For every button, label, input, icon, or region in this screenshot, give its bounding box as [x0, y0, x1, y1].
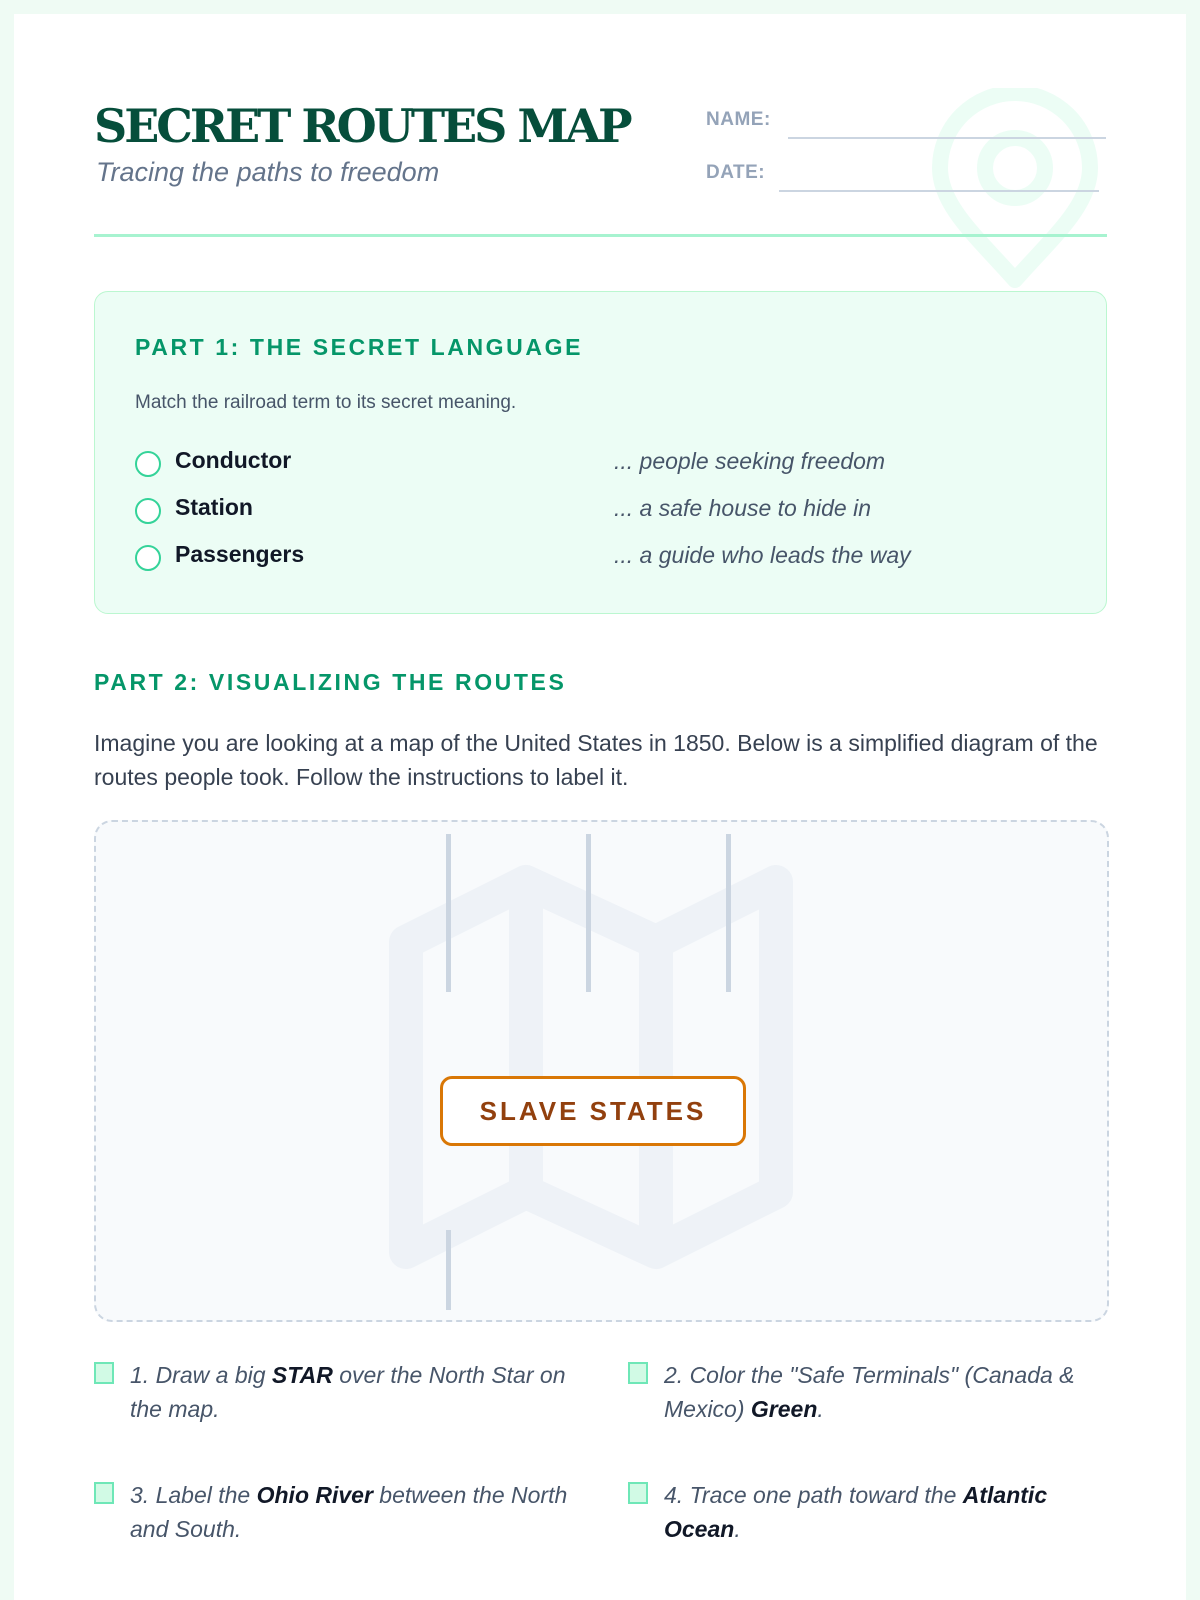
match-radio[interactable]: [135, 545, 161, 571]
secret-meaning: ... people seeking freedom: [614, 448, 886, 474]
route-line: [446, 834, 451, 992]
task-checkbox[interactable]: [94, 1362, 114, 1384]
railroad-term: Station: [175, 494, 253, 520]
match-radio[interactable]: [135, 451, 161, 477]
task-text: 4. Trace one path toward the Atlantic Ocean.: [664, 1482, 1048, 1542]
date-field[interactable]: [779, 190, 1099, 192]
secret-meaning: ... a safe house to hide in: [614, 495, 872, 521]
route-line: [446, 1230, 451, 1310]
slave-states-label: SLAVE STATES: [440, 1076, 746, 1146]
part1-instructions: Match the railroad term to its secret meaning.: [135, 392, 517, 413]
task-checkbox[interactable]: [94, 1482, 114, 1504]
route-line: [586, 834, 591, 992]
page-title: SECRET ROUTES MAP: [94, 99, 630, 153]
match-row: [135, 540, 965, 576]
task-checkbox[interactable]: [628, 1482, 648, 1504]
name-label: NAME:: [706, 109, 771, 130]
route-map-diagram[interactable]: [94, 820, 1109, 1322]
task-checkbox[interactable]: [628, 1362, 648, 1384]
part1-title: PART 1: THE SECRET LANGUAGE: [135, 334, 584, 360]
part2-title: PART 2: VISUALIZING THE ROUTES: [94, 669, 567, 695]
task-text: 2. Color the "Safe Terminals" (Canada & Mexico) Green.: [664, 1362, 1075, 1422]
secret-meaning: ... a guide who leads the way: [614, 542, 911, 568]
part2-intro: Imagine you are looking at a map of the United States in 1850. Below is a simplified diagram of the routes people took. Follow the instructions to label it.: [94, 730, 1098, 790]
map-pin-icon: [930, 88, 1100, 288]
header-divider: [94, 234, 1107, 237]
match-row: [135, 446, 965, 482]
task-text: 1. Draw a big STAR over the North Star on the map.: [130, 1362, 566, 1422]
task-text: 3. Label the Ohio River between the North and South.: [130, 1482, 568, 1542]
railroad-term: Passengers: [175, 541, 305, 567]
date-label: DATE:: [706, 162, 766, 183]
match-radio[interactable]: [135, 498, 161, 524]
route-line: [726, 834, 731, 992]
page-subtitle: Tracing the paths to freedom: [96, 157, 440, 187]
match-row: [135, 493, 965, 529]
railroad-term: Conductor: [175, 447, 292, 473]
name-field[interactable]: [788, 137, 1106, 139]
